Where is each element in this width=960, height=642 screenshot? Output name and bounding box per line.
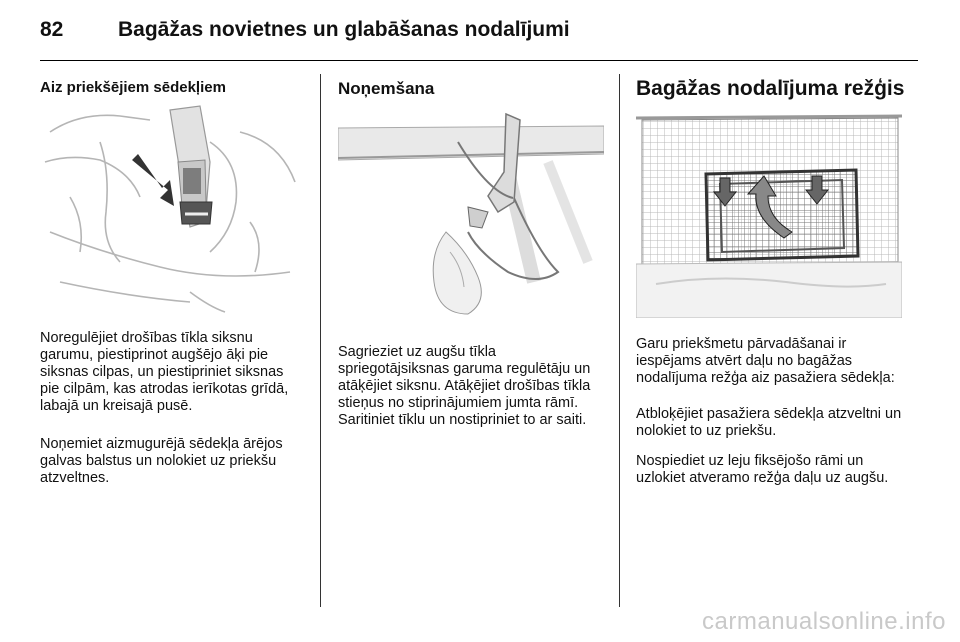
- grid-diagram: [636, 114, 902, 318]
- paragraph-adjust-strap: Noregulējiet drošības tīkla siksnu garumu, piestiprinot augšējo āķi pie siksnas cilpas, un piestipriniet siksnas pie cilpām, kas atrodas ierīkotas grīdā, labajā un kreisajā pusē.: [40, 330, 289, 414]
- paragraph-long-items: Garu priekšmetu pārvadāšanai ir iespējams atvērt daļu no bagāžas nodalījuma režģa aiz pasažiera sēdekļa:: [636, 336, 895, 386]
- illustration-floor-strap: [40, 102, 302, 314]
- section-heading: Aiz priekšējiem sēdekļiem: [40, 79, 226, 96]
- section-heading: Bagāžas nodalījuma režģis: [636, 77, 905, 100]
- page-number: 82: [40, 18, 64, 41]
- paragraph-removal-steps: Sagrieziet uz augšu tīkla spriegotājsiksnas garuma regulētāju un atāķējiet siksnu. Atāķējiet drošības tīkla stieņus no stiprinājumiem jumta rāmī. Saritiniet tīklu un nostipriniet to ar saiti.: [338, 344, 591, 428]
- header-rule: [40, 60, 918, 61]
- column-divider-right: [619, 74, 620, 607]
- paragraph-fold-seats: Noņemiet aizmugurējā sēdekļa ārējos galvas balstus un nolokiet uz priekšu atzveltnes.: [40, 436, 283, 486]
- illustration-luggage-grid: [636, 114, 902, 318]
- net-hook-diagram: [338, 102, 604, 320]
- section-heading: Noņemšana: [338, 79, 435, 98]
- column-divider-left: [320, 74, 321, 607]
- paragraph-press-frame: Nospiediet uz leju fiksējošo rāmi un uzlokiet atveramo režģa daļu uz augšu.: [636, 453, 889, 486]
- column-removal: [338, 74, 608, 428]
- column-behind-front-seats: [40, 74, 304, 486]
- watermark: carmanualsonline.info: [702, 608, 946, 635]
- page-title: Bagāžas novietnes un glabāšanas nodalījumi: [118, 18, 570, 41]
- column-luggage-grid: [636, 74, 906, 486]
- page-header: [40, 18, 920, 48]
- illustration-net-removal: [338, 102, 604, 320]
- paragraph-unlock-seat: Atbloķējiet pasažiera sēdekļa atzveltni un nolokiet to uz priekšu.: [636, 406, 902, 439]
- strap-diagram: [40, 102, 302, 314]
